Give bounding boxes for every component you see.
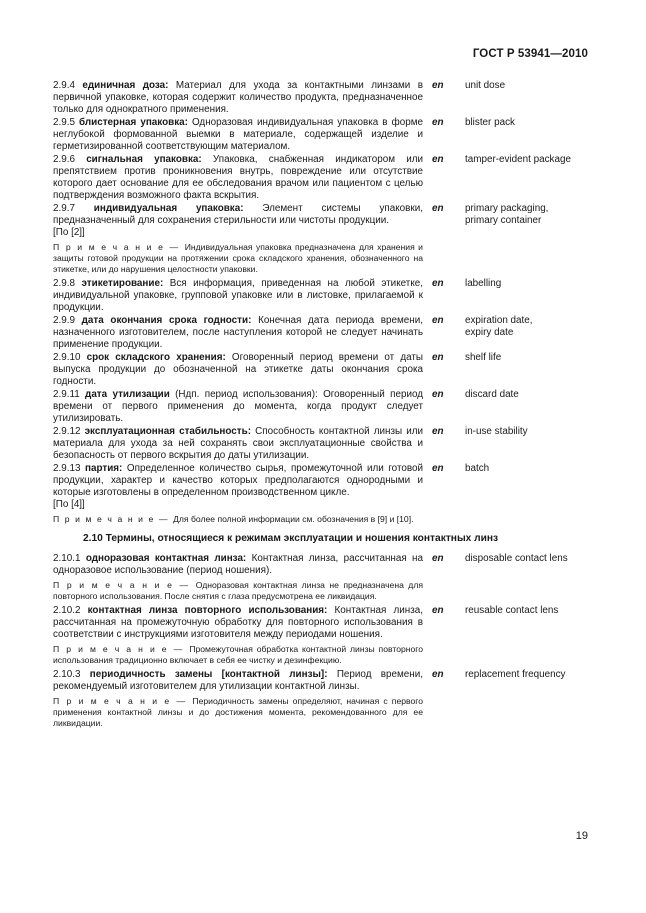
english-term: blister pack [465,117,515,128]
term-definition [53,80,423,116]
term-entry [53,203,593,239]
term-number: 2.9.13 [53,463,86,474]
english-term: discard date [465,389,519,400]
note-text: Промежуточная обработка контактной линзы повторного использования традиционно включает в себя ее чистку и дезинфекцию. [53,644,424,665]
english-equivalent [465,203,593,239]
note-label: П р и м е ч а н и е — [53,696,193,706]
english-equivalent [465,80,593,116]
term-text: (Ндп. период использования): Оговоренный период времени от первого применения до момента, когда продукт следует утилизировать. [53,389,423,424]
term-text: Контактная линза, рассчитанная на одноразовое использование (период ношения). [53,553,423,576]
term-number: 2.10.1 [53,553,86,564]
language-code: en [432,117,444,128]
term-number: 2.9.9 [53,315,82,326]
term-definition [53,154,423,202]
term-entry [53,389,593,425]
term-entry [53,553,593,577]
language-code: en [432,426,444,437]
language-code: en [432,389,444,400]
term-note [53,580,423,602]
term-number: 2.9.8 [53,278,82,289]
term-text: Материал для ухода за контактными линзами в первичной упаковке, которая содержит количество продукта, предназначенное только для однократного применения. [53,80,423,115]
term-name: сигнальная упаковка: [86,154,202,165]
term-name: контактная линза повторного использования: [87,605,328,616]
language-code: en [432,80,444,91]
english-equivalent [465,426,593,462]
term-name: этикетирование: [81,278,164,289]
term-name: дата утилизации [85,389,170,400]
note-text: Для более полной информации см. обозначения в [9] и [10]. [173,514,414,524]
english-equivalent [465,352,593,388]
term-number: 2.9.5 [53,117,80,128]
term-definition [53,605,423,641]
language-code: en [432,278,444,289]
language-code: en [432,669,444,680]
term-text: Упаковка, снабженная индикатором или препятствием против проникновения внутрь, повреждение или отсутствие которого дает основание для ее обследования врачом или пациентом с целью подтверждения возможного факта вскрытия. [53,154,423,201]
term-number: 2.9.7 [53,203,94,214]
document-body [53,80,593,732]
term-number: 2.10.3 [53,669,90,680]
standard-header: ГОСТ Р 53941—2010 [472,48,588,60]
term-name: партия: [85,463,123,474]
term-definition [53,315,423,351]
english-term: labelling [465,278,502,289]
term-number: 2.9.11 [53,389,86,400]
term-number: 2.9.12 [53,426,85,437]
english-equivalent [465,389,593,425]
term-entry [53,669,593,693]
terms-block-2-9 [53,80,593,525]
english-term: unit dose [465,80,506,91]
term-entry [53,154,593,202]
term-definition [53,669,423,693]
term-definition [53,389,423,425]
term-entry [53,463,593,511]
english-equivalent [465,553,593,577]
page-number: 19 [575,830,588,842]
term-entry [53,315,593,351]
term-definition [53,553,423,577]
term-entry [53,80,593,116]
english-equivalent [465,605,593,641]
english-term: tamper-evident package [465,154,571,165]
language-code: en [432,203,444,214]
term-text: Вся информация, приведенная на любой этикетке, индивидуальной упаковке, групповой упаковке или в листовке, прилагаемой к продукции. [53,278,423,313]
term-definition [53,426,423,462]
note-text: Одноразовая контактная линза не предназначена для повторного использования. После снятия с глаза предусмотрена ее ликвидация. [53,580,423,601]
term-text: Контактная линза, рассчитанная на промежуточную обработку для повторного использования в соответствии с инструкциями изготовителя между периодами ношения. [53,605,423,640]
term-note [53,242,423,275]
english-term: disposable contact lens [465,553,568,564]
term-definition [53,278,423,314]
term-text: Определенное количество сырья, промежуточной или готовой продукции, характер и качество которых предполагаются однородными и которые изготовлены в определенном производственном цикле. [53,463,424,498]
term-definition [53,352,423,388]
language-code: en [432,154,444,165]
english-term: in-use stability [465,426,528,437]
term-name: одноразовая контактная линза: [85,553,247,564]
section-heading: 2.10 Термины, относящиеся к режимам эксплуатации и ношения контактных линз [83,533,499,544]
term-text: Способность контактной линзы или материала для ухода за ней сохранять свои эксплуатационные свойства и безопасность от первого вскрытия до даты утилизации. [53,426,423,461]
english-equivalent [465,154,593,202]
terms-block-2-10 [53,553,593,729]
note-label: П р и м е ч а н и е — [53,580,196,590]
term-number: 2.9.6 [53,154,87,165]
term-reference: [По [4]] [53,499,85,510]
english-equivalent [465,315,593,351]
term-number: 2.9.4 [53,80,83,91]
note-text: Индивидуальная упаковка предназначена для хранения и защиты готовой продукции на протяжении срока складского хранения, обозначенного на этикетке, или до нарушения целостности упаковки. [53,242,423,274]
english-term: batch [465,463,490,474]
term-name: индивидуальная упаковка: [93,203,244,214]
term-entry [53,426,593,462]
term-note [53,514,423,525]
term-text: Оговоренный период времени от даты выпуска продукции до обозначенной на этикетке даты окончания срока годности. [53,352,423,387]
term-name: периодичность замены [контактной линзы]: [89,669,328,680]
term-note [53,696,423,729]
english-equivalent [465,278,593,314]
term-number: 2.10.2 [53,605,88,616]
term-name: дата окончания срока годности: [81,315,252,326]
term-entry [53,278,593,314]
term-text: Конечная дата периода времени, назначенного изготовителем, после наступления которой не следует начинать применение продукции. [53,315,423,350]
english-term: reusable contact lens [465,605,559,616]
note-label: П р и м е ч а н и е — [53,514,174,524]
term-text: Период времени, рекомендуемый изготовителем для утилизации контактной линзы. [53,669,423,692]
english-term: expiry date [465,327,514,338]
term-number: 2.9.10 [53,352,87,363]
english-term: primary container [465,215,542,226]
english-term: shelf life [465,352,502,363]
note-label: П р и м е ч а н и е — [53,242,185,252]
language-code: en [432,605,444,616]
term-text: Одноразовая индивидуальная упаковка в форме неглубокой формованной выемки в материале, содержащей изделие и герметизированной соответствующим материалом. [53,117,423,152]
english-term: primary packaging, [465,203,549,214]
english-equivalent [465,463,593,511]
language-code: en [432,553,444,564]
note-text: Периодичность замены определяют, начиная с первого применения контактной линзы и до достижения момента, рекомендованного для ее ликвидации. [53,696,423,728]
term-entry [53,605,593,641]
term-entry [53,117,593,153]
english-term: expiration date, [465,315,533,326]
term-definition [53,203,423,239]
language-code: en [432,463,444,474]
term-definition [53,463,423,511]
english-term: replacement frequency [465,669,566,680]
term-name: блистерная упаковка: [79,117,188,128]
note-label: П р и м е ч а н и е — [53,644,190,654]
language-code: en [432,315,444,326]
term-definition [53,117,423,153]
english-equivalent [465,117,593,153]
term-reference: [По [2]] [53,227,85,238]
language-code: en [432,352,444,363]
term-note [53,644,423,666]
term-entry [53,352,593,388]
term-name: эксплуатационная стабильность: [84,426,251,437]
term-text: Элемент системы упаковки, предназначенный для сохранения стерильности или чистоты продукции. [53,203,423,226]
term-name: срок складского хранения: [86,352,226,363]
term-name: единичная доза: [82,80,169,91]
english-equivalent [465,669,593,693]
